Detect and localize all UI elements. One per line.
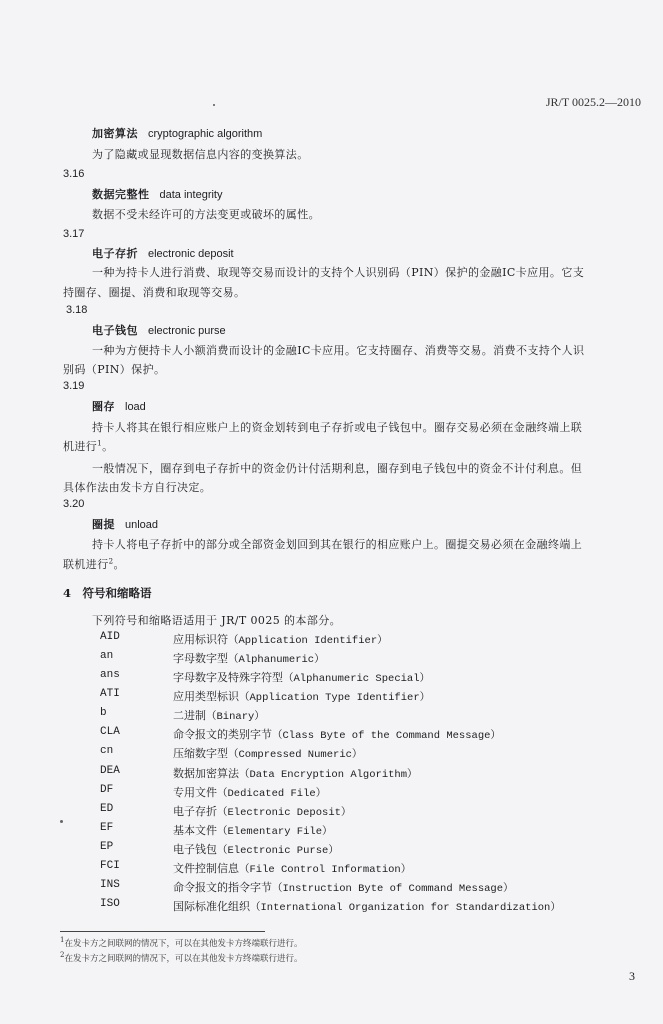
abbr-zh: 命令报文的类别字节 <box>173 728 272 741</box>
term-heading <box>92 186 222 202</box>
abbr-key: ATI <box>100 688 120 700</box>
term-definition: 联机进行$^2$。 <box>63 557 125 571</box>
term-definition: 持圈存、圈提、消费和取现等交易。 <box>63 286 246 299</box>
abbr-key: ans <box>100 669 120 681</box>
term-definition-text: 机进行 <box>63 440 98 453</box>
term-number: 3.20 <box>63 498 85 510</box>
abbr-value <box>173 803 351 819</box>
abbr-zh: 二进制 <box>173 709 206 722</box>
abbr-en: （Binary） <box>206 711 265 723</box>
footnote-ref: 2 <box>108 557 114 566</box>
abbr-zh: 国际标准化组织 <box>173 900 250 913</box>
footnote <box>60 936 302 949</box>
term-zh: 电子存折 <box>92 247 138 260</box>
abbr-value <box>173 745 362 761</box>
abbr-en: （Application Type Identifier） <box>239 692 431 704</box>
abbr-zh: 电子钱包 <box>173 843 217 856</box>
abbr-en: （International Organization for Standardization） <box>250 902 561 914</box>
term-definition: 数据不受未经许可的方法变更或破坏的属性。 <box>92 208 320 221</box>
term-definition: 持卡人将其在银行相应账户上的资金划转到电子存折或电子钱包中。圈存交易必须在金融终端上联 <box>92 421 583 434</box>
term-heading <box>92 125 262 141</box>
footnote-text: 在发卡方之间联网的情况下，可以在其他发卡方终端联行进行。 <box>64 953 303 964</box>
scan-dot <box>213 104 215 106</box>
standard-number: JR/T 0025.2—2010 <box>545 95 641 109</box>
term-definition: 一种为方便持卡人小额消费而设计的金融IC卡应用。它支持圈存、消费等交易。消费不支持个人识 <box>92 344 585 357</box>
abbr-value <box>173 841 339 857</box>
abbr-key: CLA <box>100 726 120 738</box>
abbr-zh: 字母数字型 <box>173 652 228 665</box>
section-intro: 下列符号和缩略语适用于 JR/T 0025 的本部分。 <box>92 614 342 627</box>
term-en: electronic deposit <box>148 248 234 260</box>
term-definition: 别码（PIN）保护。 <box>63 363 166 376</box>
abbr-key: an <box>100 650 114 662</box>
footnote-rule <box>60 931 265 932</box>
term-definition: 具体作法由发卡方自行决定。 <box>63 481 212 494</box>
abbr-key: cn <box>100 745 114 757</box>
abbr-value <box>173 631 388 647</box>
term-heading <box>92 322 226 338</box>
abbr-value <box>173 822 333 838</box>
abbr-key: DF <box>100 784 114 796</box>
abbr-value <box>173 688 430 704</box>
term-zh: 圈存 <box>92 400 115 413</box>
abbr-value <box>173 707 265 723</box>
term-number: 3.17 <box>63 228 85 240</box>
term-zh: 电子钱包 <box>92 324 138 337</box>
abbr-value <box>173 669 430 685</box>
abbr-key: ISO <box>100 898 120 910</box>
abbr-key: EF <box>100 822 114 834</box>
abbr-en: （Instruction Byte of Command Message） <box>272 883 514 895</box>
abbr-en: （Class Byte of the Command Message） <box>272 730 501 742</box>
term-definition: 持卡人将电子存折中的部分或全部资金划回到其在银行的相应账户上。圈提交易必须在金融终端上 <box>92 538 583 551</box>
abbr-zh: 字母数字及特殊字符型 <box>173 671 283 684</box>
term-definition: 为了隐藏或显现数据信息内容的变换算法。 <box>92 148 309 161</box>
abbr-value <box>173 765 418 781</box>
term-definition: 机进行$^1$。 <box>63 439 114 453</box>
section-heading: 4 符号和缩略语 <box>63 586 152 600</box>
term-en: data integrity <box>159 189 223 201</box>
footnote-mark: 2 <box>60 951 65 959</box>
scan-mark <box>60 820 63 823</box>
abbr-zh: 命令报文的指令字节 <box>173 881 272 894</box>
term-definition-text: 联机进行 <box>63 558 109 571</box>
abbr-en: （Elementary File） <box>217 826 333 838</box>
abbr-zh: 数据加密算法 <box>173 767 239 780</box>
term-en: unload <box>125 519 159 531</box>
term-heading <box>92 516 158 532</box>
term-number: 3.19 <box>63 380 85 392</box>
abbr-en: （File Control Information） <box>239 864 412 876</box>
abbr-en: （Alphanumeric） <box>228 654 325 666</box>
abbr-value <box>173 784 326 800</box>
term-zh: 加密算法 <box>92 127 138 140</box>
abbr-en: （Application Identifier） <box>228 635 388 647</box>
term-heading <box>92 245 234 261</box>
abbr-value <box>173 879 514 895</box>
term-definition: 一种为持卡人进行消费、取现等交易而设计的支持个人识别码（PIN）保护的金融IC卡应用。它支 <box>92 266 585 279</box>
footnote-ref: 1 <box>97 439 103 448</box>
abbr-en: （Dedicated File） <box>217 788 327 800</box>
abbr-value <box>173 898 561 914</box>
abbr-key: ED <box>100 803 114 815</box>
term-definition: 一般情况下，圈存到电子存折中的资金仍计付活期利息，圈存到电子钱包中的资金不计付利息。但 <box>92 462 583 475</box>
term-zh: 圈提 <box>92 518 115 531</box>
abbr-key: DEA <box>100 765 120 777</box>
abbr-en: （Data Encryption Algorithm） <box>239 769 418 781</box>
term-zh: 数据完整性 <box>92 188 150 201</box>
term-number: 3.16 <box>63 168 85 180</box>
abbr-en: （Alphanumeric Special） <box>283 673 431 685</box>
abbr-key: b <box>100 707 107 719</box>
abbr-value <box>173 650 325 666</box>
page-number: 3 <box>629 969 635 983</box>
abbr-zh: 专用文件 <box>173 786 217 799</box>
term-en: electronic purse <box>148 325 226 337</box>
abbr-zh: 压缩数字型 <box>173 747 228 760</box>
footnote-text: 在发卡方之间联网的情况下，可以在其他发卡方终端联行进行。 <box>64 938 303 949</box>
abbr-value <box>173 726 501 742</box>
abbr-key: EP <box>100 841 114 853</box>
term-en: cryptographic algorithm <box>148 128 263 140</box>
footnote-mark: 1 <box>60 936 65 944</box>
abbr-zh: 应用类型标识 <box>173 690 239 703</box>
abbr-zh: 基本文件 <box>173 824 217 837</box>
abbr-key: AID <box>100 631 120 643</box>
abbr-en: （Electronic Purse） <box>217 845 339 857</box>
abbr-en: （Compressed Numeric） <box>228 749 363 761</box>
footnote <box>60 951 302 964</box>
term-heading <box>92 398 146 414</box>
abbr-en: （Electronic Deposit） <box>217 807 352 819</box>
abbr-key: INS <box>100 879 120 891</box>
term-number: 3.18 <box>66 304 88 316</box>
abbr-zh: 应用标识符 <box>173 633 228 646</box>
abbr-zh: 电子存折 <box>173 805 217 818</box>
abbr-value <box>173 860 411 876</box>
abbr-zh: 文件控制信息 <box>173 862 239 875</box>
term-en: load <box>125 401 146 413</box>
abbr-key: FCI <box>100 860 120 872</box>
